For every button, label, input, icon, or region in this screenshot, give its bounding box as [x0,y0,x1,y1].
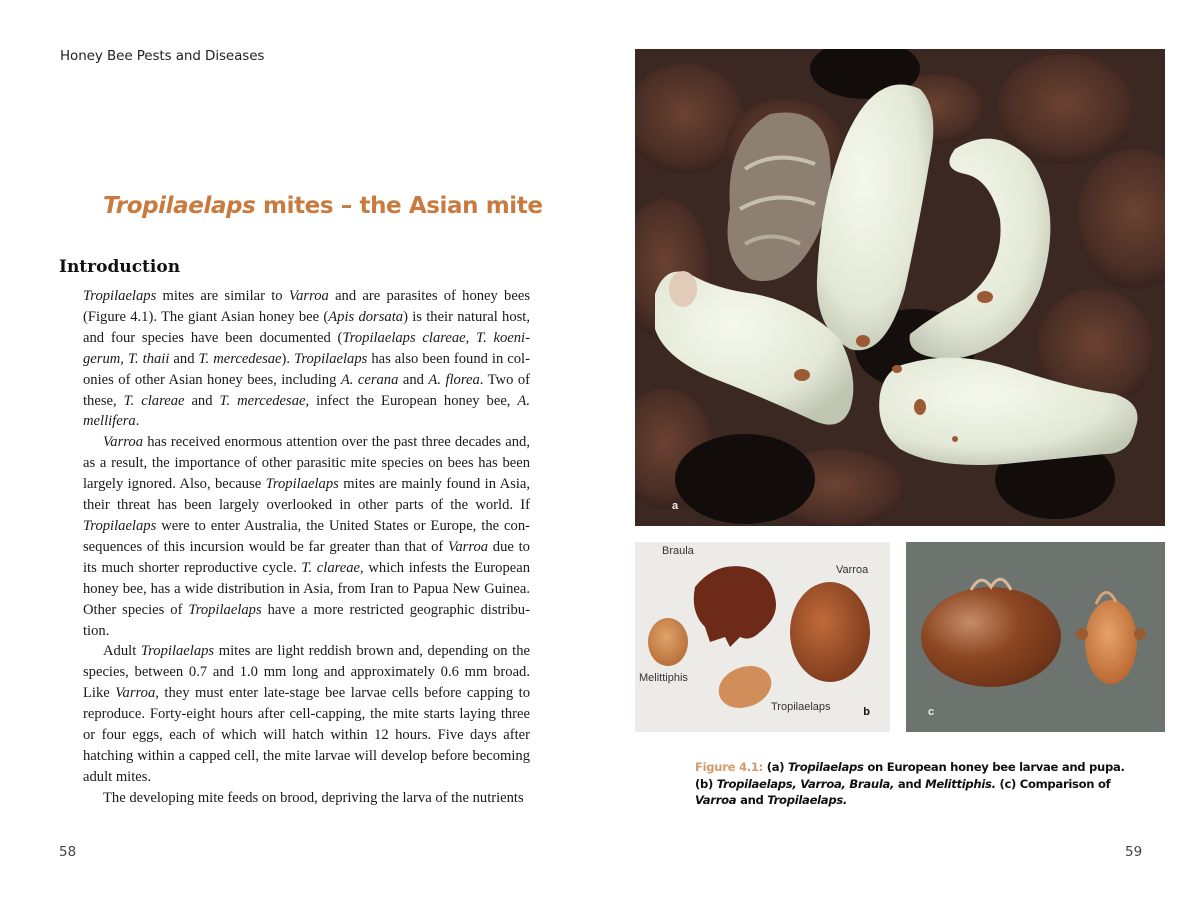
paragraph: The developing mite feeds on brood, depriving the larva of the nutrients [103,789,524,806]
chapter-title-rest: mites – the Asian mite [255,193,543,219]
running-head: Honey Bee Pests and Diseases [60,48,265,64]
page-number: 58 [59,844,77,860]
section-heading: Introduction [59,257,181,277]
caption-label: Figure 4.1: [695,760,763,774]
chapter-title [103,193,543,219]
paragraph: Adult Tropilaelaps mites are light reddish brown and, depending on the species, between 0.7 and 1.0 mm long and approximately 0.6 mm broad. Like Varroa, they must enter late-stage bee larvae cells before capping to reproduce. Forty-eight hours after cell-capping, the mite starts laying three or four eggs, each of which will hatch within 12 hours. Five days after hatching within a capped cell, the mite larvae will develop before becoming adult mites. [83,643,530,785]
page-number: 59 [1125,844,1143,860]
panel-letter-b: b [863,706,870,718]
label-braula: Braula [662,545,694,557]
label-melittiphis: Melittiphis [639,672,688,684]
figure-panel-c [906,542,1165,732]
mite-comparison-photo [906,542,1165,732]
label-varroa: Varroa [836,564,869,576]
caption-text: (a) Tropilaelaps on European honey bee larvae and pupa. (b) Tropilaelaps, Varroa, Braula, and Melittiphis. (c) Comparison of Varroa and Tropilaelaps. [695,760,1125,807]
panel-letter-a: a [672,500,679,512]
figure-panel-a [635,49,1165,526]
panel-letter-c: c [928,706,935,718]
figure-panel-b [635,542,890,732]
paragraph: Varroa has received enormous attention over the past three decades and, as a result, the importance of other parasitic mite species on bees has been largely ignored. Also, because Tropilaelaps mites are mainly found in Asia, their threat has been largely overlooked in other parts of the world. If Tropilaelaps were to enter Australia, the United States or Europe, the consequences of this incursion would be far greater than that of Varroa due to its much shorter reproductive cycle. T. clareae, which infests the European honey bee, has a wide distribution in Asia, from Iran to Papua New Guinea. Other species of Tropilaelaps have a more restricted geographic distribution. [83,434,530,639]
right-page [600,0,1200,904]
label-tropilaelaps: Tropilaelaps [771,701,831,713]
larvae-photo [635,49,1165,526]
body-text [83,286,530,809]
paragraph: Tropilaelaps mites are similar to Varroa and are parasites of honey bees (Figure 4.1). The giant Asian honey bee (Apis dorsata) is their natural host, and four species have been documented (Tropilaelaps clareae, T. koenigerum, T. thaii and T. mercedesae). Tropilaelaps has also been found in colonies of other Asian honey bees, including A. cerana and A. florea. Two of these, T. clareae and T. mercedesae, infect the European honey bee, A. mellifera. [83,288,530,430]
figure-caption [695,759,1135,809]
chapter-title-italic: Tropilaelaps [103,193,256,219]
